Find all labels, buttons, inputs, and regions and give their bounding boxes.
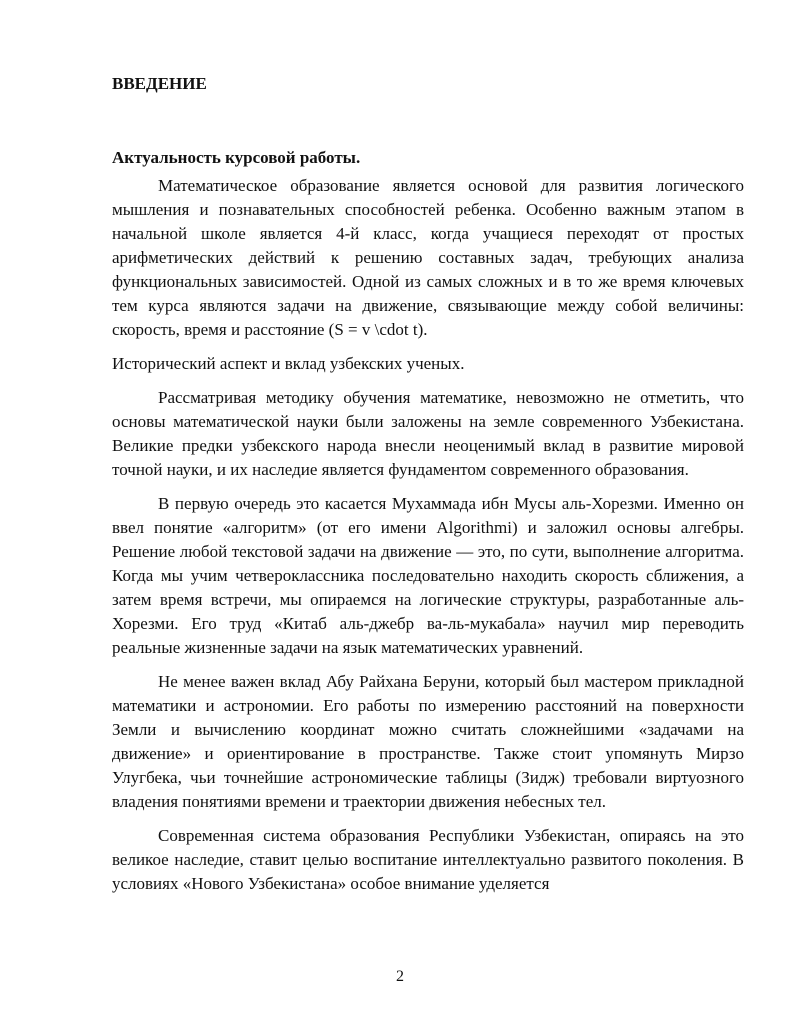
paragraph-historical-aspect: Исторический аспект и вклад узбекских ученых. xyxy=(112,354,465,373)
paragraph-modern-education: Современная система образования Республики Узбекистан, опираясь на это великое наследие, ставит целью воспитание интеллектуально развитого поколения. В условиях «Нового Узбекистана» особое внимание уделяется xyxy=(112,826,744,893)
paragraph-beruni-ulugbek: Не менее важен вклад Абу Райхана Беруни, который был мастером прикладной математики и астрономии. Его работы по измерению расстояний на поверхности Земли и вычислению координат можно считать сложнейшими «задачами на движение» и ориентирование в пространстве. Также стоит упомянуть Мирзо Улугбека, чьи точнейшие астрономические таблицы (Зидж) требовали виртуозного владения понятиями времени и траектории движения небесных тел. xyxy=(112,672,744,811)
paragraph-al-khwarizmi: В первую очередь это касается Мухаммада ибн Мусы аль-Хорезми. Именно он ввел понятие «алгоритм» (от его имени Algorithmi) и заложил основы алгебры. Решение любой текстовой задачи на движение — это, по сути, выполнение алгоритма. Когда мы учим четвероклассника последовательно находить скорость сближения, а затем время встречи, мы опираемся на логические структуры, разработанные аль-Хорезми. Его труд «Китаб аль-джебр ва-ль-мукабала» научил мир переводить реальные жизненные задачи на язык математических уравнений. xyxy=(112,494,744,657)
page-content xyxy=(112,72,744,906)
paragraph-methodology-uzbekistan: Рассматривая методику обучения математике, невозможно не отметить, что основы математической науки были заложены на земле современного Узбекистана. Великие предки узбекского народа внесли неоценимый вклад в развитие мировой точной науки, и их наследие является фундаментом современного образования. xyxy=(112,388,744,479)
paragraph-math-education: Математическое образование является основой для развития логического мышления и познавательных способностей ребенка. Особенно важным этапом в начальной школе является 4-й класс, когда учащиеся переходят от простых арифметических действий к решению составных задач, требующих анализа функциональных зависимостей. Одной из самых сложных и в то же время ключевых тем курса являются задачи на движение, связывающие между собой величины: скорость, время и расстояние (S = v \cdot t). xyxy=(112,176,744,339)
page-number: 2 xyxy=(396,968,404,985)
section-heading-introduction: ВВЕДЕНИЕ xyxy=(112,74,207,93)
subsection-heading-relevance: Актуальность курсовой работы. xyxy=(112,148,361,167)
